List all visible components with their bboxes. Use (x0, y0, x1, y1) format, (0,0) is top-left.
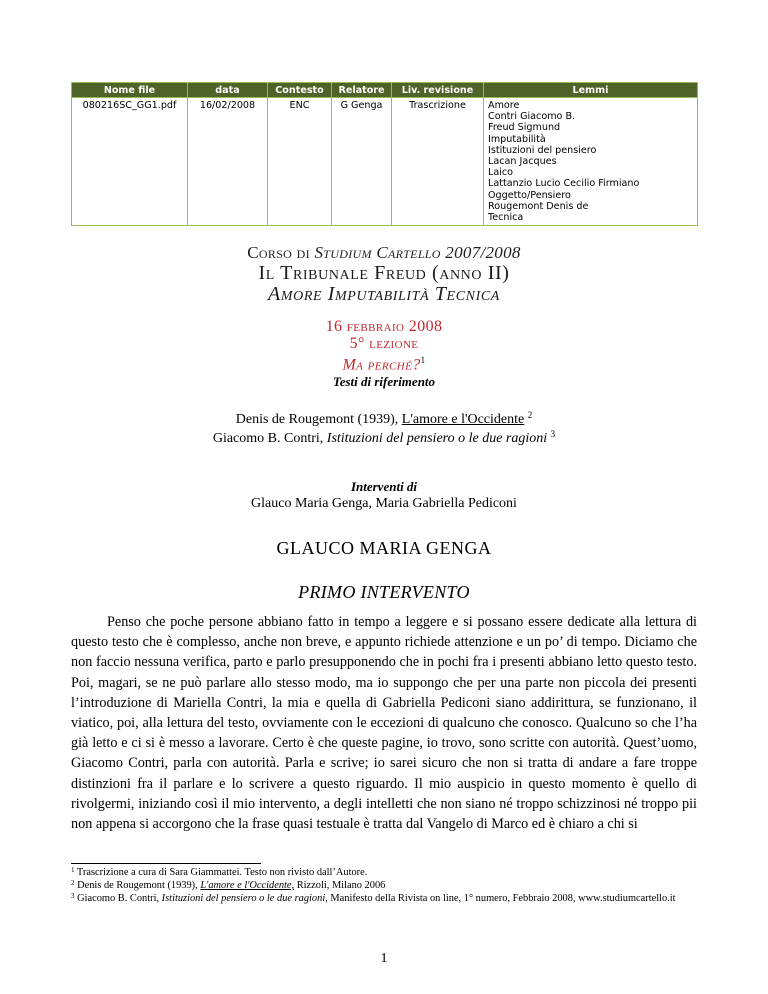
footnote-ref: 2 (527, 410, 533, 420)
footnote-title: L'amore e l'Occidente, (200, 880, 295, 891)
footnote-2 (71, 879, 697, 892)
footnote-3 (71, 892, 697, 905)
lemma: Istituzioni del pensiero (488, 144, 597, 156)
lesson-date: 16 febbraio 2008 (325, 318, 443, 335)
lemma: Laico (488, 167, 514, 179)
header-liv-revisione: Liv. revisione (392, 83, 484, 98)
metadata-header-row (72, 83, 698, 98)
lemma: Lattanzio Lucio Cecilio Firmiano (488, 178, 640, 190)
series-subtitle: Amore Imputabilità Tecnica (268, 283, 500, 305)
section-title: PRIMO INTERVENTO (298, 582, 470, 602)
lesson-title (0, 352, 768, 373)
reference-rougemont (0, 412, 768, 428)
lesson-number: 5° lezione (349, 335, 419, 352)
speakers-names: Glauco Maria Genga, Maria Gabriella Pediconi (251, 496, 517, 511)
lemma: Imputabilità (488, 133, 546, 145)
header-relatore: Relatore (332, 83, 392, 98)
footnote-separator (71, 863, 261, 864)
course-title (0, 243, 768, 263)
reference-title: Istituzioni del pensiero o le due ragioni (326, 431, 548, 446)
cell-data: 16/02/2008 (188, 98, 268, 226)
reference-author: Denis de Rougemont (1939), (235, 412, 402, 427)
footnote-text: Rizzoli, Milano 2006 (294, 880, 386, 891)
paragraph: Penso che poche persone abbiano fatto in tempo a leggere e si possano essere dedicate alla lettura di questo testo che è complesso, anche non breve, e appunto richiede attenzione e un po’ di tempo. Diciamo che non faccio nessuna verifica, parto e parlo presupponendo che in pochi fra i presenti abbiano letto questo testo. Poi, magari, se ne può parlare allo stesso modo, ma io suppongo che per una parte non piccola dei presenti l’introduzione di Mariella Contri, la mia e quella di Gabriella Pediconi siano addirittura, se funzionano, il viatico, poi, alla lettura del testo, ovviamente con le eccezioni di qualcuno che conosco. Qualcuno so che l’ha già letto e ci si è messo a lavorare. Certo è che queste pagine, io trovo, sono scritte con autorità. Quest’uomo, Giacomo Contri, parla con autorità. Parla e scrive; io sarei sicuro che non si tratta di andare a fare troppe distinzioni fra il parlare e lo scrivere a questo riguardo. Il mio auspicio in questo momento è quello di rivolgermi, iniziando così il mio intervento, a degli intelletti che non siano né troppo schizzinosi né troppo pii non appena si accorgono che la frase quasi testuale è tratta dal Vangelo di Marco ed è chiaro a chi si (71, 614, 697, 833)
references-heading: Testi di riferimento (332, 374, 436, 389)
course-prefix: Corso di (247, 243, 315, 262)
cell-lemmi (484, 98, 698, 226)
lemma: Tecnica (488, 212, 524, 224)
page-number: 1 (380, 951, 388, 966)
header-nome-file: Nome file (72, 83, 188, 98)
footnote-text: Trascrizione a cura di Sara Giammattei. Testo non rivisto dall’Autore. (76, 867, 368, 878)
series-title: Il Tribunale Freud (anno II) (258, 262, 510, 284)
footnote-text: Giacomo B. Contri, (77, 893, 162, 904)
cell-liv-revisione: Trascrizione (392, 98, 484, 226)
footnote-ref: 1 (420, 355, 426, 365)
reference-contri (0, 431, 768, 447)
footnote-1 (71, 866, 697, 879)
footnote-text: Denis de Rougemont (1939), (77, 880, 201, 891)
footnote-title: Istituzioni del pensiero o le due ragioni (161, 893, 326, 904)
lemma: Lacan Jacques (488, 156, 557, 168)
footnote-ref: 3 (550, 429, 556, 439)
body-text (71, 612, 697, 834)
metadata-row (72, 98, 698, 226)
lesson-title-text: Ma perché? (342, 356, 421, 374)
reference-author: Giacomo B. Contri, (212, 431, 327, 446)
lemma: Contri Giacomo B. (488, 111, 576, 123)
header-data: data (188, 83, 268, 98)
lesson-info (0, 318, 768, 373)
cell-contesto: ENC (268, 98, 332, 226)
footnote-number: 2 (71, 879, 75, 887)
metadata-table (71, 82, 698, 226)
footnote-number: 3 (71, 892, 75, 900)
header-contesto: Contesto (268, 83, 332, 98)
footnote-number: 1 (71, 866, 75, 874)
reference-title: L'amore e l'Occidente (401, 412, 525, 427)
lemma: Oggetto/Pensiero (488, 189, 571, 201)
speakers-heading: Interventi di (350, 479, 418, 494)
lemma: Amore (488, 100, 520, 111)
footnote-text: , Manifesto della Rivista on line, 1° numero, Febbraio 2008, www.studiumcartello.it (325, 893, 676, 904)
speaker-name: GLAUCO MARIA GENGA (276, 538, 492, 558)
lemma: Freud Sigmund (488, 122, 561, 134)
lemma: Rougemont Denis de (488, 200, 589, 212)
footnotes (71, 866, 697, 905)
cell-nome-file: 080216SC_GG1.pdf (72, 98, 188, 226)
course-name: Studium Cartello (314, 243, 441, 262)
course-years: 2007/2008 (440, 243, 521, 262)
cell-relatore: G Genga (332, 98, 392, 226)
header-lemmi: Lemmi (484, 83, 698, 98)
